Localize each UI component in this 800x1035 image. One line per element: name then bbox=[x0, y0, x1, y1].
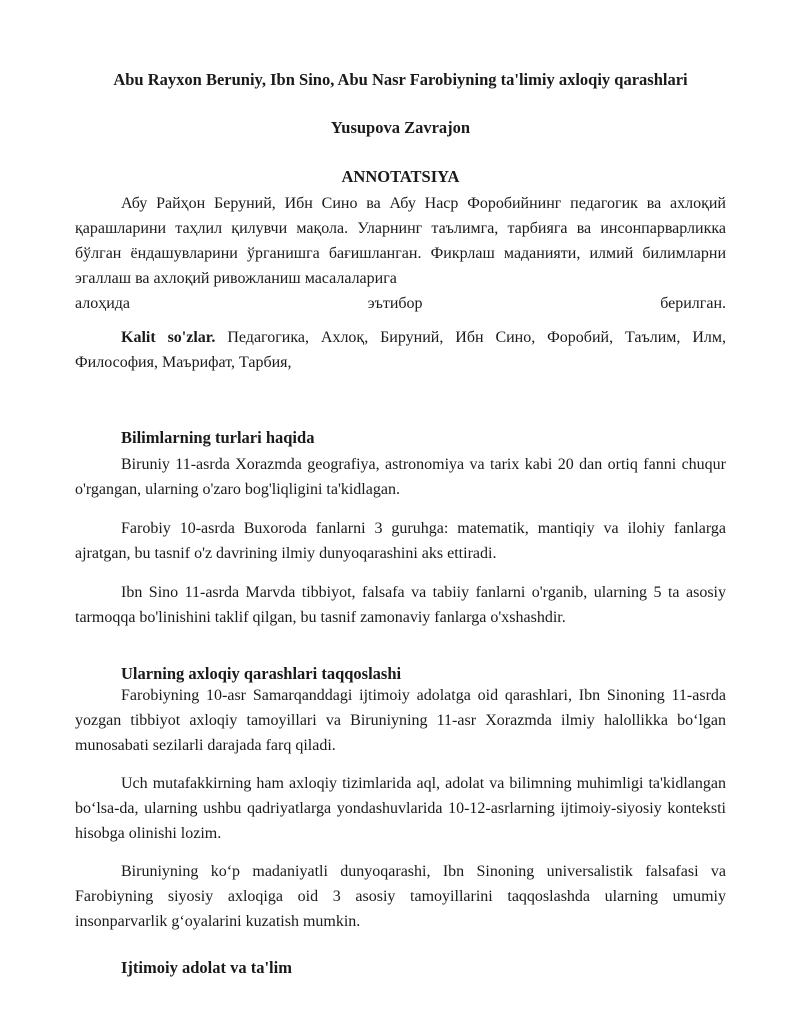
author-name: Yusupova Zavrajon bbox=[330, 118, 471, 137]
section-paragraph: Biruniyning koʻp madaniyatli dunyoqarashi, Ibn Sinoning universalistik falsafasi va Farobiyning siyosiy axloqiga oid 3 asosiy tamoyillarini taqqoslashda ularning umumiy insonparvarlik gʻoyalarini kuzatish mumkin. bbox=[75, 863, 726, 930]
keywords-text: Педагогика, Ахлоқ, Бируний, Ибн Сино, Форобий, Таълим, Илм, Философия, Маърифат, Тарбия, bbox=[75, 329, 726, 371]
annotation-text-last-line: алоҳида эътибор берилган. bbox=[75, 295, 726, 312]
section-paragraph: Uch mutafakkirning ham axloqiy tizimlarida aql, adolat va bilimning muhimligi ta'kidlangan boʻlsa-da, ularning ushbu qadriyatlarga yondashuvlarida 10-12-asrlarning ijtimoiy-siyosiy konteksti hisobga olinishi lozim. bbox=[75, 775, 726, 842]
annotation-heading: ANNOTATSIYA bbox=[341, 167, 460, 186]
annotation-paragraph bbox=[75, 191, 726, 316]
annotation-text: Абу Райҳон Беруний, Ибн Сино ва Абу Наср Форобийнинг педагогик ва ахлоқий қарашларини таҳлил қилувчи мақола. Уларнинг таълимга, тарбияга ва инсонпарварликка бўлган ёндашувларини ўрганишга бағишланган. Фикрлаш маданияти, илмий билимларни эгаллаш ва ахлоқий ривожланиш масалаларига bbox=[75, 195, 726, 287]
section-heading-ethics-comparison: Ularning axloqiy qarashlari taqqoslashi bbox=[121, 664, 402, 683]
keywords-paragraph bbox=[75, 325, 726, 375]
section-paragraph: Biruniy 11-asrda Xorazmda geografiya, astronomiya va tarix kabi 20 dan ortiq fanni chuqur o'rgangan, ularning o'zaro bog'liqligini ta'kidlagan. bbox=[75, 456, 726, 498]
section-paragraph: Ibn Sino 11-asrda Marvda tibbiyot, falsafa va tabiiy fanlarni o'rganib, ularning 5 ta asosiy tarmoqqa bo'linishini taklif qilgan, bu tasnif zamonaviy fanlarga o'xshashdir. bbox=[75, 584, 726, 626]
paper-title: Abu Rayxon Beruniy, Ibn Sino, Abu Nasr Farobiyning ta'limiy axloqiy qarashlari bbox=[113, 70, 688, 89]
keywords-label: Kalit so'zlar. bbox=[121, 329, 216, 346]
section-paragraph: Farobiy 10-asrda Buxoroda fanlarni 3 guruhga: matematik, mantiqiy va ilohiy fanlarga ajratgan, bu tasnif o'z davrining ilmiy dunyoqarashini aks ettiradi. bbox=[75, 520, 726, 562]
section-heading-knowledge-types: Bilimlarning turlari haqida bbox=[121, 428, 315, 447]
section-paragraph: Farobiyning 10-asr Samarqanddagi ijtimoiy adolatga oid qarashlari, Ibn Sinoning 11-asrda yozgan tibbiyot axloqiy tamoyillari va Biruniyning 11-asr Xorazmda ilmiy halollikka boʻlgan munosabati sezilarli darajada farq qiladi. bbox=[75, 687, 726, 754]
section-heading-social-justice: Ijtimoiy adolat va ta'lim bbox=[121, 958, 292, 977]
